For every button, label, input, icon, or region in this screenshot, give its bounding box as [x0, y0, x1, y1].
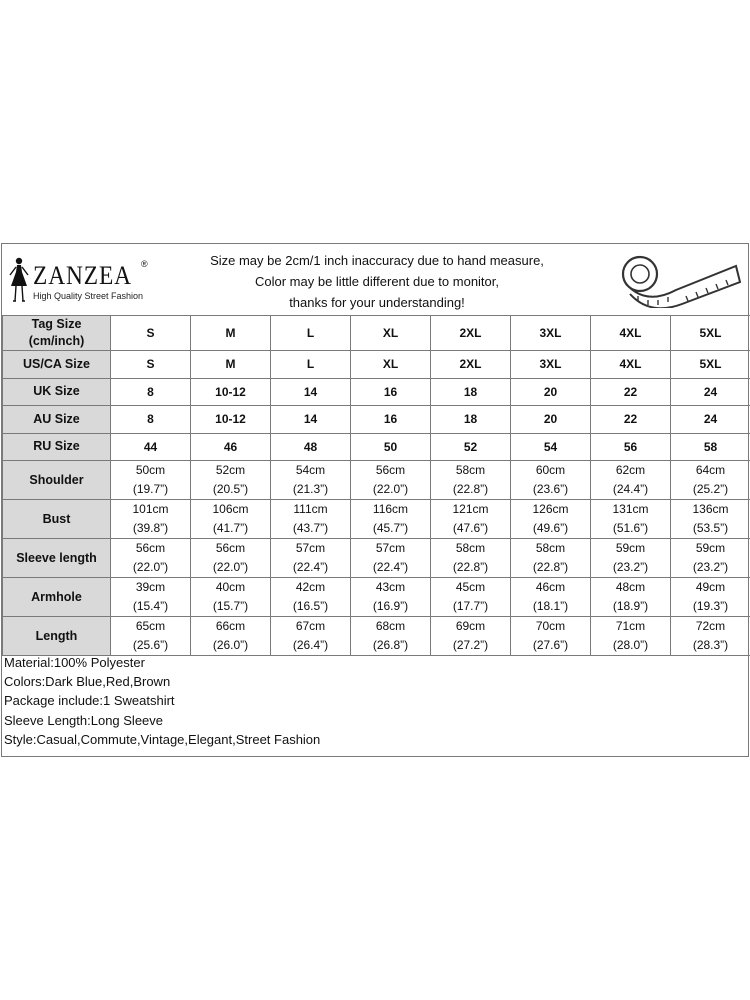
measurement-cell: [431, 617, 511, 656]
size-cell: 58: [671, 433, 750, 461]
size-cell: 8: [111, 406, 191, 434]
measurement-cm: 136cm: [692, 502, 729, 516]
measurement-cell: [511, 500, 591, 539]
measurement-cell: [591, 578, 671, 617]
measurement-cm: 56cm: [375, 463, 406, 477]
table-row: [3, 378, 750, 406]
measurement-cell: [591, 461, 671, 500]
measurement-cell: [511, 539, 591, 578]
size-cell: M: [191, 351, 271, 379]
tag-size-cell: M: [191, 316, 271, 351]
table-row: [3, 406, 750, 434]
dress-figure-icon: [6, 256, 32, 304]
size-cell: 18: [431, 406, 511, 434]
size-cell: 44: [111, 433, 191, 461]
measurement-inch: (25.6”): [132, 638, 169, 652]
measurement-cm: 60cm: [535, 463, 566, 477]
size-cell: 14: [271, 406, 351, 434]
detail-colors: Colors:Dark Blue,Red,Brown: [4, 674, 171, 690]
measurement-inch: (19.3”): [692, 599, 729, 613]
measurement-cell: [191, 578, 271, 617]
measurement-inch: (21.3”): [292, 482, 329, 496]
measurement-cell: [671, 578, 750, 617]
measurement-cm: 62cm: [615, 463, 646, 477]
measurement-cm: 111cm: [293, 502, 328, 516]
measurement-inch: (45.7”): [372, 521, 409, 535]
measurement-inch: (15.7”): [212, 599, 249, 613]
size-cell: 5XL: [671, 351, 750, 379]
measurement-cm: 69cm: [455, 619, 486, 633]
measurement-cell: [671, 539, 750, 578]
size-cell: 8: [111, 378, 191, 406]
size-cell: 48: [271, 433, 351, 461]
size-cell: 14: [271, 378, 351, 406]
measurement-inch: (43.7”): [292, 521, 329, 535]
product-details: [4, 653, 320, 749]
size-cell: 18: [431, 378, 511, 406]
measurement-cm: 48cm: [615, 580, 646, 594]
registered-mark: ®: [141, 259, 148, 269]
detail-style: Style:Casual,Commute,Vintage,Elegant,Street Fashion: [4, 731, 321, 747]
size-cell: L: [271, 351, 351, 379]
measurement-label: Armhole: [3, 578, 111, 617]
tag-size-label: Tag Size: [31, 317, 82, 331]
measurement-cell: [351, 500, 431, 539]
measurement-cell: [351, 617, 431, 656]
size-cell: 46: [191, 433, 271, 461]
measurement-cm: 59cm: [615, 541, 646, 555]
measurement-cm: 58cm: [455, 541, 486, 555]
measurement-inch: (22.4”): [292, 560, 329, 574]
measurement-inch: (22.8”): [532, 560, 569, 574]
measurement-cell: [111, 539, 191, 578]
measurement-cm: 68cm: [375, 619, 406, 633]
detail-package: Package include:1 Sweatshirt: [4, 693, 175, 709]
measurement-inch: (22.4”): [372, 560, 409, 574]
chart-header: [2, 244, 748, 314]
measurement-inch: (15.4”): [132, 599, 169, 613]
measurement-cell: [511, 578, 591, 617]
measurement-cell: [191, 500, 271, 539]
measurement-cm: 71cm: [615, 619, 646, 633]
measurement-cm: 57cm: [295, 541, 326, 555]
measurement-cell: [191, 461, 271, 500]
measurement-cm: 65cm: [135, 619, 166, 633]
measurement-cell: [111, 617, 191, 656]
size-cell: 16: [351, 406, 431, 434]
size-cell: 56: [591, 433, 671, 461]
measurement-label: Shoulder: [3, 461, 111, 500]
measurement-cell: [671, 617, 750, 656]
tag-size-cell: L: [271, 316, 351, 351]
measurement-cm: 67cm: [295, 619, 326, 633]
measurement-inch: (18.1”): [532, 599, 569, 613]
detail-material: Material:100% Polyester: [4, 655, 145, 670]
measurement-row: [3, 461, 750, 500]
tag-size-unit: (cm/inch): [28, 334, 85, 348]
measurement-cell: [591, 617, 671, 656]
measurement-inch: (17.7”): [452, 599, 489, 613]
measurement-cm: 56cm: [135, 541, 166, 555]
measurement-cm: 58cm: [535, 541, 566, 555]
measurement-row: [3, 500, 750, 539]
size-cell: S: [111, 351, 191, 379]
measuring-tape-icon: [616, 250, 742, 308]
size-cell: 24: [671, 406, 750, 434]
measurement-inch: (49.6”): [532, 521, 569, 535]
measurement-inch: (26.4”): [292, 638, 329, 652]
measurement-inch: (16.5”): [292, 599, 329, 613]
size-cell: 10-12: [191, 406, 271, 434]
tag-size-header: [3, 316, 111, 351]
tag-size-cell: 4XL: [591, 316, 671, 351]
measurement-cm: 58cm: [455, 463, 486, 477]
table-row: [3, 433, 750, 461]
measurement-cell: [431, 578, 511, 617]
detail-sleeve-length: Sleeve Length:Long Sleeve: [4, 712, 164, 728]
measurement-label: Sleeve length: [3, 539, 111, 578]
measurement-inch: (26.0”): [212, 638, 249, 652]
measurement-inch: (18.9”): [612, 599, 649, 613]
measurement-cm: 66cm: [215, 619, 246, 633]
notice-line: thanks for your understanding!: [289, 295, 465, 310]
tag-size-cell: 2XL: [431, 316, 511, 351]
measurement-cell: [351, 539, 431, 578]
measurement-cell: [591, 500, 671, 539]
measurement-cm: 72cm: [695, 619, 726, 633]
measurement-cm: 46cm: [535, 580, 566, 594]
measurement-inch: (25.2”): [692, 482, 729, 496]
tag-size-cell: 5XL: [671, 316, 750, 351]
measurement-label: Bust: [3, 500, 111, 539]
measurement-cell: [271, 578, 351, 617]
measurement-cm: 57cm: [375, 541, 406, 555]
size-cell: 10-12: [191, 378, 271, 406]
measurement-cell: [271, 539, 351, 578]
measurement-cm: 39cm: [135, 580, 166, 594]
measurement-cell: [271, 461, 351, 500]
size-cell: 52: [431, 433, 511, 461]
measurement-inch: (47.6”): [452, 521, 489, 535]
size-cell: 20: [511, 406, 591, 434]
table-row: [3, 351, 750, 379]
brand-tagline: High Quality Street Fashion: [33, 291, 144, 301]
measurement-row: [3, 578, 750, 617]
tag-size-cell: XL: [351, 316, 431, 351]
row-label: RU Size: [3, 433, 111, 461]
measurement-cm: 116cm: [372, 502, 409, 516]
size-cell: 54: [511, 433, 591, 461]
measurement-cm: 101cm: [132, 502, 169, 516]
measurement-cm: 56cm: [215, 541, 246, 555]
tag-size-cell: S: [111, 316, 191, 351]
measurement-cell: [591, 539, 671, 578]
tag-size-cell: 3XL: [511, 316, 591, 351]
measurement-cell: [351, 578, 431, 617]
measurement-inch: (22.8”): [452, 482, 489, 496]
row-label: UK Size: [3, 378, 111, 406]
measurement-label: Length: [3, 617, 111, 656]
measurement-inch: (23.2”): [692, 560, 729, 574]
measurement-cm: 64cm: [695, 463, 726, 477]
size-cell: 3XL: [511, 351, 591, 379]
measurement-inch: (22.0”): [132, 560, 169, 574]
measurement-inch: (23.6”): [532, 482, 569, 496]
measurement-cell: [431, 500, 511, 539]
measurement-cm: 45cm: [455, 580, 486, 594]
notice-line: Size may be 2cm/1 inch inaccuracy due to hand measure,: [210, 253, 544, 268]
measurement-row: [3, 617, 750, 656]
measurement-cell: [351, 461, 431, 500]
measurement-cm: 49cm: [695, 580, 726, 594]
measurement-cell: [111, 500, 191, 539]
measurement-inch: (22.0”): [372, 482, 409, 496]
row-label: US/CA Size: [3, 351, 111, 379]
measurement-inch: (24.4”): [612, 482, 649, 496]
size-cell: 20: [511, 378, 591, 406]
size-cell: 24: [671, 378, 750, 406]
size-table: [2, 315, 750, 656]
measurement-cell: [671, 461, 750, 500]
measurement-cell: [511, 617, 591, 656]
measurement-inch: (20.5”): [212, 482, 249, 496]
measurement-cell: [271, 617, 351, 656]
measurement-cm: 59cm: [695, 541, 726, 555]
measurement-cm: 43cm: [375, 580, 406, 594]
measurement-notice: [152, 250, 602, 313]
measurement-inch: (28.0”): [612, 638, 649, 652]
brand-logo: [6, 256, 156, 306]
notice-line: Color may be little different due to monitor,: [255, 274, 499, 289]
measurement-inch: (26.8”): [372, 638, 409, 652]
measurement-cm: 54cm: [295, 463, 326, 477]
measurement-cm: 70cm: [535, 619, 566, 633]
measurement-inch: (16.9”): [372, 599, 409, 613]
measurement-row: [3, 539, 750, 578]
measurement-cell: [191, 617, 271, 656]
row-label: AU Size: [3, 406, 111, 434]
measurement-cm: 50cm: [135, 463, 166, 477]
measurement-cell: [111, 461, 191, 500]
measurement-cm: 42cm: [295, 580, 326, 594]
measurement-cm: 121cm: [452, 502, 489, 516]
size-cell: 16: [351, 378, 431, 406]
measurement-cm: 126cm: [532, 502, 569, 516]
size-cell: 22: [591, 406, 671, 434]
measurement-inch: (19.7”): [132, 482, 169, 496]
size-cell: 4XL: [591, 351, 671, 379]
measurement-inch: (23.2”): [612, 560, 649, 574]
measurement-inch: (51.6”): [612, 521, 649, 535]
measurement-inch: (27.2”): [452, 638, 489, 652]
size-cell: XL: [351, 351, 431, 379]
measurement-inch: (41.7”): [212, 521, 249, 535]
measurement-cell: [431, 539, 511, 578]
measurement-cell: [191, 539, 271, 578]
measurement-inch: (53.5”): [692, 521, 729, 535]
measurement-cm: 106cm: [212, 502, 249, 516]
size-cell: 22: [591, 378, 671, 406]
measurement-cell: [671, 500, 750, 539]
measurement-cell: [511, 461, 591, 500]
measurement-inch: (22.8”): [452, 560, 489, 574]
measurement-cm: 52cm: [215, 463, 246, 477]
table-row: [3, 316, 750, 351]
measurement-cm: 131cm: [612, 502, 649, 516]
size-cell: 50: [351, 433, 431, 461]
measurement-inch: (28.3”): [692, 638, 729, 652]
measurement-inch: (39.8”): [132, 521, 169, 535]
measurement-inch: (27.6”): [532, 638, 569, 652]
measurement-inch: (22.0”): [212, 560, 249, 574]
measurement-cell: [431, 461, 511, 500]
measurement-cm: 40cm: [215, 580, 246, 594]
size-cell: 2XL: [431, 351, 511, 379]
measurement-cell: [111, 578, 191, 617]
measurement-cell: [271, 500, 351, 539]
size-chart: [1, 243, 749, 757]
brand-name: ZANZEA: [33, 261, 132, 290]
